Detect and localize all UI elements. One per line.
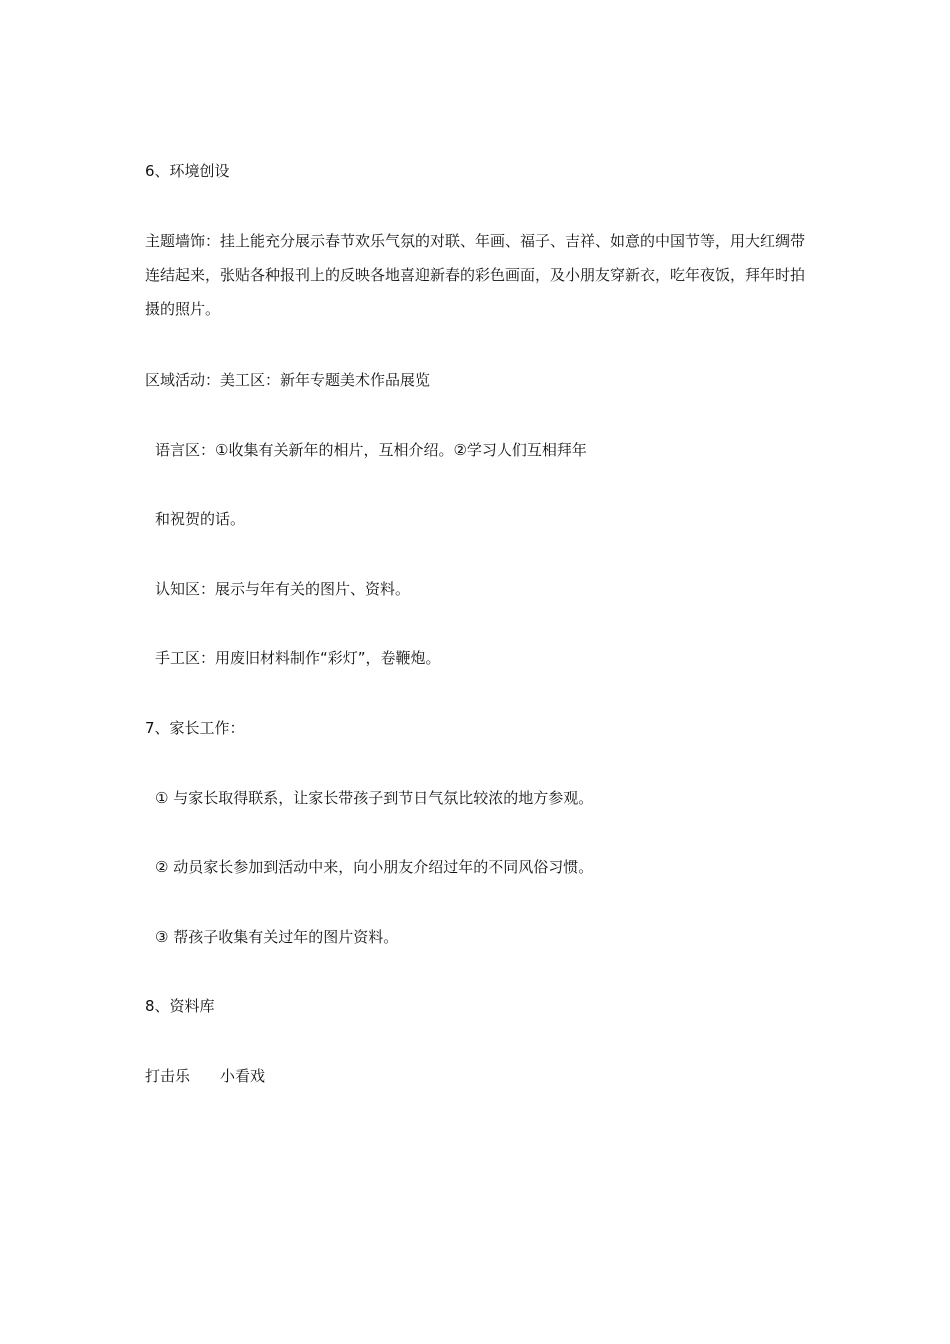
resource-entries	[145, 1065, 265, 1087]
handcraft-area-line: 手工区：用废旧材料制作“彩灯”，卷鞭炮。	[155, 649, 441, 667]
cognition-area-line: 认知区：展示与年有关的图片、资料。	[155, 580, 411, 598]
resource-entry: 打击乐	[145, 1067, 191, 1085]
section-6-heading: 6、环境创设	[145, 162, 230, 180]
language-area-line-2: 和祝贺的话。	[155, 510, 246, 528]
parent-work-item-2: ② 动员家长参加到活动中来，向小朋友介绍过年的不同风俗习惯。	[155, 858, 594, 876]
language-area-line-1: 语言区：①收集有关新年的相片，互相介绍。②学习人们互相拜年	[155, 441, 587, 459]
area-activities-line: 区域活动：美工区：新年专题美术作品展览	[145, 371, 431, 389]
theme-wall-paragraph: 主题墙饰：挂上能充分展示春节欢乐气氛的对联、年画、福子、吉祥、如意的中国节等，用大红绸带连结起来，张贴各种报刊上的反映各地喜迎新春的彩色画面，及小朋友穿新衣，吃年夜饭，拜年时拍摄的照片。	[145, 232, 806, 318]
resource-entry: 小看戏	[220, 1067, 266, 1085]
section-8-heading: 8、资料库	[145, 997, 215, 1015]
section-7-heading: 7、家长工作：	[145, 719, 245, 737]
parent-work-item-3: ③ 帮孩子收集有关过年的图片资料。	[155, 928, 399, 946]
parent-work-item-1: ① 与家长取得联系，让家长带孩子到节日气氛比较浓的地方参观。	[155, 789, 594, 807]
